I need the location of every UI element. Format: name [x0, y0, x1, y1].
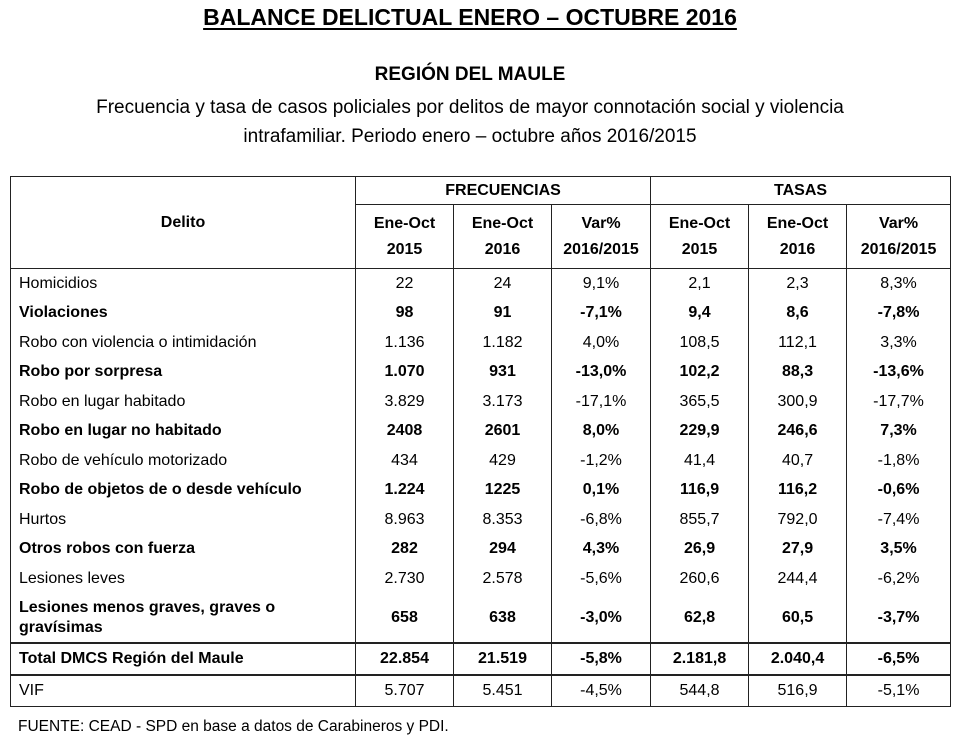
- value-cell-freq-var: 4,3%: [552, 535, 651, 565]
- crime-name-cell: Robo por sorpresa: [11, 358, 356, 388]
- column-header-period: 2016: [779, 240, 816, 258]
- subtitle-line-2: intrafamiliar. Periodo enero – octubre años 2016/2015: [243, 126, 697, 147]
- value-cell-freq-2016: 8.353: [454, 505, 552, 535]
- value-cell-freq-2015: 1.136: [356, 328, 454, 358]
- crime-name-cell: Robo en lugar no habitado: [11, 417, 356, 447]
- value-cell-freq-2016: 21.519: [454, 643, 552, 675]
- value-cell-freq-var: -1,2%: [552, 446, 651, 476]
- column-header-label: Var%: [878, 214, 919, 232]
- value-cell-freq-2016: 2.578: [454, 564, 552, 594]
- value-cell-freq-var: 0,1%: [552, 476, 651, 506]
- column-header-tasa-var: [847, 205, 951, 269]
- value-cell-freq-2015: 98: [356, 299, 454, 329]
- value-cell-tasa-2016: 116,2: [749, 476, 847, 506]
- value-cell-freq-2015: 3.829: [356, 387, 454, 417]
- value-cell-tasa-2016: 27,9: [749, 535, 847, 565]
- column-header-label: Ene-Oct: [766, 214, 829, 232]
- group-header-frecuencias: FRECUENCIAS: [356, 177, 651, 205]
- crime-name-cell: Lesiones menos graves, graves o gravísimas: [11, 594, 356, 643]
- table-row: [11, 446, 951, 476]
- value-cell-tasa-var: -13,6%: [847, 358, 951, 388]
- value-cell-tasa-2015: 365,5: [651, 387, 749, 417]
- column-header-label: Var%: [581, 214, 621, 232]
- table-row: [11, 643, 951, 675]
- value-cell-tasa-var: 3,5%: [847, 535, 951, 565]
- value-cell-freq-2015: 22.854: [356, 643, 454, 675]
- crime-name-cell: VIF: [11, 675, 356, 707]
- value-cell-freq-var: -7,1%: [552, 299, 651, 329]
- value-cell-tasa-var: -5,1%: [847, 675, 951, 707]
- column-header-label: Ene-Oct: [373, 214, 436, 232]
- table-row: [11, 564, 951, 594]
- value-cell-freq-2015: 282: [356, 535, 454, 565]
- column-header-period: 2016/2015: [563, 240, 639, 258]
- value-cell-freq-2015: 5.707: [356, 675, 454, 707]
- value-cell-freq-2016: 2601: [454, 417, 552, 447]
- table-row: [11, 675, 951, 707]
- value-cell-tasa-var: -17,7%: [847, 387, 951, 417]
- value-cell-tasa-var: -7,4%: [847, 505, 951, 535]
- value-cell-freq-var: -5,8%: [552, 643, 651, 675]
- value-cell-freq-2015: 1.070: [356, 358, 454, 388]
- value-cell-tasa-2015: 2,1: [651, 269, 749, 299]
- value-cell-freq-2016: 931: [454, 358, 552, 388]
- value-cell-freq-2016: 638: [454, 594, 552, 643]
- value-cell-tasa-2015: 26,9: [651, 535, 749, 565]
- value-cell-freq-2015: 8.963: [356, 505, 454, 535]
- value-cell-freq-2015: 658: [356, 594, 454, 643]
- value-cell-freq-2015: 2408: [356, 417, 454, 447]
- value-cell-freq-var: -4,5%: [552, 675, 651, 707]
- value-cell-freq-var: 4,0%: [552, 328, 651, 358]
- column-header-label: Ene-Oct: [668, 214, 731, 232]
- column-header-tasa-2016: [749, 205, 847, 269]
- crime-name-cell: Homicidios: [11, 269, 356, 299]
- value-cell-tasa-2016: 244,4: [749, 564, 847, 594]
- value-cell-freq-var: -6,8%: [552, 505, 651, 535]
- value-cell-tasa-2016: 792,0: [749, 505, 847, 535]
- value-cell-tasa-2016: 300,9: [749, 387, 847, 417]
- crime-name-cell: Robo con violencia o intimidación: [11, 328, 356, 358]
- value-cell-tasa-2015: 116,9: [651, 476, 749, 506]
- value-cell-freq-var: -3,0%: [552, 594, 651, 643]
- value-cell-freq-2016: 5.451: [454, 675, 552, 707]
- column-header-period: 2016/2015: [860, 240, 937, 258]
- table-row: [11, 358, 951, 388]
- value-cell-tasa-2016: 112,1: [749, 328, 847, 358]
- column-header-freq-2015: [356, 205, 454, 269]
- value-cell-tasa-2016: 2,3: [749, 269, 847, 299]
- crime-name-cell: Otros robos con fuerza: [11, 535, 356, 565]
- value-cell-freq-var: -5,6%: [552, 564, 651, 594]
- column-header-tasa-2015: [651, 205, 749, 269]
- value-cell-tasa-var: -6,5%: [847, 643, 951, 675]
- value-cell-tasa-2015: 9,4: [651, 299, 749, 329]
- value-cell-freq-2015: 434: [356, 446, 454, 476]
- column-header-label: Ene-Oct: [471, 214, 534, 232]
- value-cell-tasa-2015: 41,4: [651, 446, 749, 476]
- value-cell-tasa-var: 3,3%: [847, 328, 951, 358]
- crime-name-cell: Robo de vehículo motorizado: [11, 446, 356, 476]
- value-cell-tasa-var: 8,3%: [847, 269, 951, 299]
- value-cell-freq-2015: 22: [356, 269, 454, 299]
- value-cell-freq-2016: 429: [454, 446, 552, 476]
- value-cell-freq-var: 9,1%: [552, 269, 651, 299]
- table-row: [11, 594, 951, 643]
- table-row: [11, 476, 951, 506]
- value-cell-tasa-2015: 108,5: [651, 328, 749, 358]
- table-row: [11, 387, 951, 417]
- column-header-freq-var: [552, 205, 651, 269]
- value-cell-freq-var: -17,1%: [552, 387, 651, 417]
- crime-name-cell: Lesiones leves: [11, 564, 356, 594]
- column-header-period: 2015: [681, 240, 718, 258]
- column-header-period: 2015: [386, 240, 423, 258]
- value-cell-tasa-var: 7,3%: [847, 417, 951, 447]
- value-cell-freq-2016: 1225: [454, 476, 552, 506]
- value-cell-tasa-2016: 88,3: [749, 358, 847, 388]
- value-cell-freq-2016: 91: [454, 299, 552, 329]
- value-cell-tasa-2016: 40,7: [749, 446, 847, 476]
- crime-name-cell: Robo de objetos de o desde vehículo: [11, 476, 356, 506]
- table-row: [11, 269, 951, 299]
- value-cell-tasa-2016: 516,9: [749, 675, 847, 707]
- value-cell-freq-2016: 1.182: [454, 328, 552, 358]
- value-cell-freq-2015: 1.224: [356, 476, 454, 506]
- table-row: [11, 328, 951, 358]
- crime-balance-table: [10, 176, 951, 707]
- value-cell-freq-2016: 3.173: [454, 387, 552, 417]
- value-cell-freq-2015: 2.730: [356, 564, 454, 594]
- page-title: BALANCE DELICTUAL ENERO – OCTUBRE 2016: [203, 4, 737, 30]
- value-cell-tasa-var: -0,6%: [847, 476, 951, 506]
- value-cell-freq-2016: 294: [454, 535, 552, 565]
- value-cell-tasa-2015: 2.181,8: [651, 643, 749, 675]
- subtitle-line-1: Frecuencia y tasa de casos policiales por delitos de mayor connotación social y violencia: [96, 97, 844, 118]
- value-cell-tasa-2015: 62,8: [651, 594, 749, 643]
- value-cell-tasa-2016: 60,5: [749, 594, 847, 643]
- value-cell-tasa-2016: 2.040,4: [749, 643, 847, 675]
- table-row: [11, 535, 951, 565]
- table-row: [11, 299, 951, 329]
- delito-header: Delito: [11, 177, 356, 269]
- crime-name-cell: Total DMCS Región del Maule: [11, 643, 356, 675]
- column-header-period: 2016: [484, 240, 521, 258]
- value-cell-tasa-2015: 855,7: [651, 505, 749, 535]
- value-cell-tasa-2016: 8,6: [749, 299, 847, 329]
- value-cell-freq-2016: 24: [454, 269, 552, 299]
- column-header-freq-2016: [454, 205, 552, 269]
- group-header-tasas: TASAS: [651, 177, 951, 205]
- value-cell-tasa-var: -1,8%: [847, 446, 951, 476]
- value-cell-tasa-2015: 260,6: [651, 564, 749, 594]
- value-cell-tasa-2015: 544,8: [651, 675, 749, 707]
- region-heading: REGIÓN DEL MAULE: [374, 64, 566, 85]
- table-row: [11, 417, 951, 447]
- crime-name-cell: Robo en lugar habitado: [11, 387, 356, 417]
- value-cell-freq-var: 8,0%: [552, 417, 651, 447]
- value-cell-tasa-2015: 229,9: [651, 417, 749, 447]
- table-row: [11, 505, 951, 535]
- value-cell-tasa-2016: 246,6: [749, 417, 847, 447]
- source-note: FUENTE: CEAD - SPD en base a datos de Carabineros y PDI.: [18, 718, 449, 735]
- subtitle: [30, 93, 910, 151]
- value-cell-tasa-var: -3,7%: [847, 594, 951, 643]
- value-cell-tasa-var: -7,8%: [847, 299, 951, 329]
- crime-name-cell: Hurtos: [11, 505, 356, 535]
- value-cell-freq-var: -13,0%: [552, 358, 651, 388]
- value-cell-tasa-var: -6,2%: [847, 564, 951, 594]
- value-cell-tasa-2015: 102,2: [651, 358, 749, 388]
- crime-name-cell: Violaciones: [11, 299, 356, 329]
